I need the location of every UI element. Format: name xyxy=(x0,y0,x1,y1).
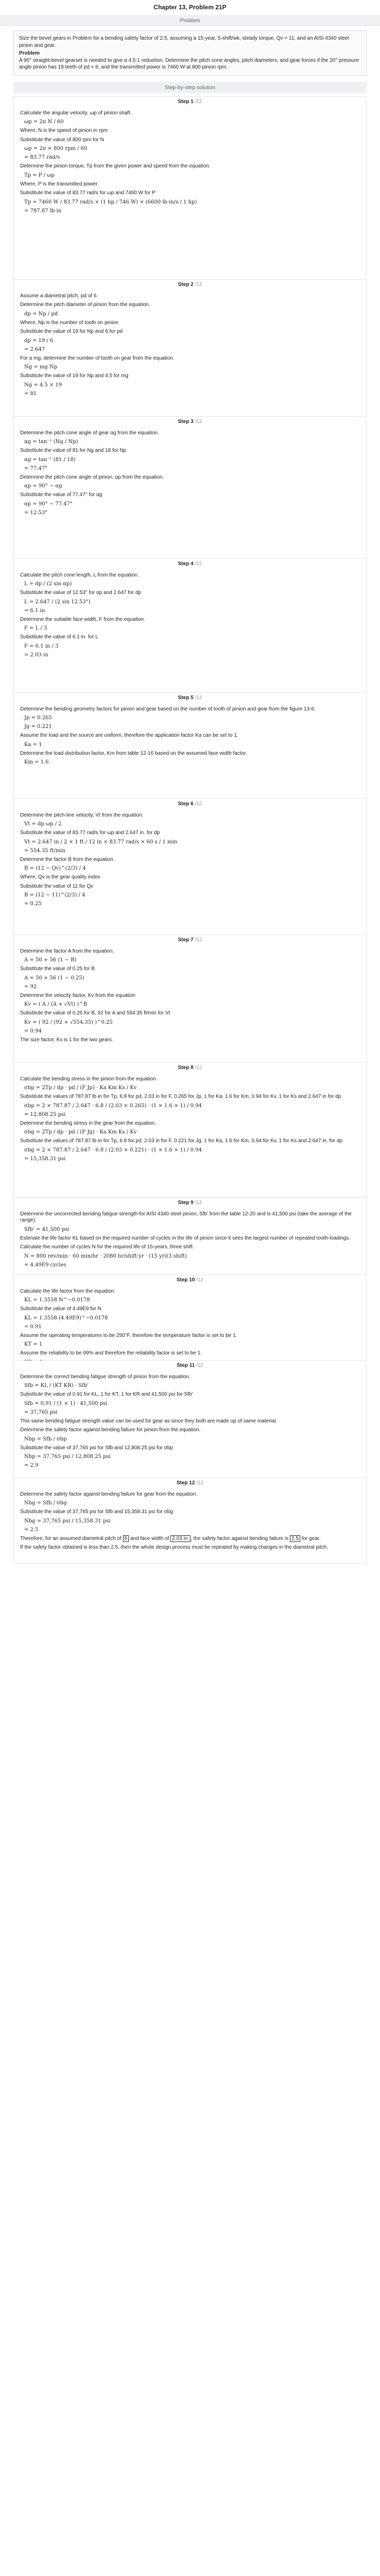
problem-label: Problem xyxy=(19,50,40,56)
step-card xyxy=(13,1275,367,1361)
step-total: /12 xyxy=(195,694,202,701)
equation: Vt = 2.647 in / 2 × 1 ft / 12 in × 83.77 rad/s × 60 s / 1 min xyxy=(24,839,178,845)
step-number: Step 7 xyxy=(178,937,194,943)
step-label xyxy=(14,282,366,287)
step-number: Step 3 xyxy=(178,418,194,425)
equation: ωp = 2π N / 60 xyxy=(24,119,64,125)
step-card xyxy=(13,799,367,935)
equation-result: = 12.53° xyxy=(24,510,48,516)
step-text: Substitute the value of 77.47° for αg xyxy=(20,492,102,498)
step-card xyxy=(13,1198,367,1275)
step-label xyxy=(14,1065,366,1071)
equation: σbg = 2 × 787.87 / 2.647 · 6.8 / (2.03 × 0.221) · (1 × 1.6 × 1) / 0.94 xyxy=(24,1147,202,1153)
step-text: Substitute the value of 19 for Np and 6 for pd xyxy=(20,329,123,334)
step-text: Substitute the value of 0.91 for KL, 1 for KT, 1 for KR and 41,500 psi for Sfb' xyxy=(20,1392,193,1397)
step-label xyxy=(14,419,366,425)
highlighted-value: 6 xyxy=(123,1535,129,1542)
problem-band: Problem xyxy=(0,15,380,26)
equation: F = 6.1 in / 3 xyxy=(24,643,59,649)
step-text: Substitute the values of 787.87 lb·in for Tp, 6.8 for pd, 2.03 in for F, 0.221 for Jg, 1 for Ka, 1.6 for Km, 0.94 for Kv, 1 for Ks and 2.647 in. for dp xyxy=(20,1138,343,1144)
step-text: Calculate the angular velocity, ωp of pinion shaft. xyxy=(20,110,132,116)
equation: dp = 19 / 6 xyxy=(24,337,54,344)
step-number: Step 6 xyxy=(178,801,194,807)
equation: αg = tan⁻¹ (Ng / Np) xyxy=(24,439,78,445)
step-text: Substitute the value of 81 for Ng and 18 for Np xyxy=(20,448,127,453)
step-text: Determine the load distribution factor, Km from table 12-16 based on the assumed face width factor. xyxy=(20,750,247,756)
equation-result: = 2.9 xyxy=(24,1463,39,1468)
conclusion-part: , the safety factor against bending failure is xyxy=(191,1535,289,1541)
equation: A = 50 + 56 (1 − B) xyxy=(24,957,77,963)
step-text: Substitute the value of 0.25 for B, 92 for A and 554.35 ft/min for Vt xyxy=(20,1010,170,1016)
equation: σbp = 2Tp / dp · pd / (F Jp) · Ka Km Ks / Kv xyxy=(24,1085,137,1091)
equation: Nbp = 37,765 psi / 12,808.25 psi xyxy=(24,1454,111,1460)
step-text: Determine the factor A from the equation. xyxy=(20,948,114,954)
equation: Kv = ( A / (A + √Vt) )^B xyxy=(24,1002,88,1007)
step-label xyxy=(14,1200,366,1206)
equation: Sfb = 0.91 / (1 × 1) · 41,500 psi xyxy=(24,1400,108,1406)
step-total: /12 xyxy=(195,1199,202,1206)
step-total: /12 xyxy=(195,98,202,105)
step-total: /12 xyxy=(195,801,202,807)
step-text: Calculate the number of cycles N for the required life of 15-years, three shift xyxy=(20,1244,193,1250)
step-text: Determine the safety factor against bending failure for pinion from the equation. xyxy=(20,1427,201,1433)
step-card xyxy=(13,1063,367,1198)
problem-text: Size the bevel gears in Problem for a bending safety factor of 2.5, assuming a 15-year, 5-shift/wk, steady torque, Qv = 11, and an AISI 4340 steel pinion and gear. xyxy=(19,36,349,48)
equation: B = (12 − 11)^(2/3) / 4 xyxy=(24,892,85,898)
step-text: Substitute the value of 11 for Qv xyxy=(20,883,94,889)
step-text: Determine the bending geometry factors for pinion and gear based on the number of tooth of pinion and gear from the figure 13-6. xyxy=(20,706,316,712)
step-text: Substitute the value of 800 rpm for N xyxy=(20,137,104,143)
step-text: Substitute the value of 83.77 rad/s for ωp and 7460 W for P xyxy=(20,190,156,196)
step-card xyxy=(13,935,367,1063)
equation: dp = Np / pd xyxy=(24,311,58,317)
conclusion-part: Therefore, for an assumed diametral pitch of xyxy=(20,1535,122,1541)
step-text: Substitute the value of 6.1 in. for L xyxy=(20,634,98,640)
step-text: Determine the pitch diameter of pinion from the equation. xyxy=(20,302,150,308)
step-text: Assume a diametral pitch, pd of 6. xyxy=(20,293,98,299)
equation: L = dp / (2 sin αp) xyxy=(24,581,72,587)
step-text: Determine the safety factor against bending failure for gear from the equation. xyxy=(20,1491,198,1497)
conclusion-part: for gear. xyxy=(301,1535,321,1541)
equation-result: = 2.5 xyxy=(24,1527,39,1533)
step-label xyxy=(14,99,366,105)
step-text: Determine the velocity factor, Kv from the equation xyxy=(20,992,135,998)
step-text: Assume the reliability to be 99% and therefore the reliability factor is set to be 1. xyxy=(20,1350,202,1356)
step-text: The size factor, Ks is 1 for the two gears. xyxy=(20,1037,113,1043)
step-label xyxy=(14,1363,366,1368)
equation: Km = 1.6 xyxy=(24,759,49,765)
equation: σbg = 2Tp / dp · pd / (F Jg) · Ka Km Ks / Kv xyxy=(24,1129,137,1135)
equation: KL = 1.3558 N^−0.0178 xyxy=(24,1297,90,1303)
step-text: Calculate the pitch cone length, L from the equation. xyxy=(20,572,139,578)
equation: Nbp = Sfb / σbp xyxy=(24,1436,67,1442)
step-number: Step 9 xyxy=(178,1199,194,1206)
step-number: Step 1 xyxy=(178,98,194,105)
step-text: Assume the load and the source are uniform, therefore the application factor Ka can be set to 1. xyxy=(20,733,238,738)
step-number: Step 2 xyxy=(178,281,194,287)
step-number: Step 5 xyxy=(178,694,194,701)
step-card xyxy=(13,417,367,559)
step-text: Substitute the values of 787.87 lb·in for Tp, 6.8 for pd, 2.03 in for F, 0.265 for Jp, 1 for Ka, 1.6 for Km, 0.94 for Kv, 1 for Ks and 2.647 in for dp xyxy=(20,1094,341,1099)
equation-result: = 92 xyxy=(24,984,37,990)
step-text: Substitute the value of 37,765 psi for Sfb and 15,358.31 psi for σbg xyxy=(20,1509,173,1515)
step-total: /12 xyxy=(196,1362,203,1368)
step-text: Substitute the value of 37,765 psi for Sfb and 12,808.25 psi for σbp xyxy=(20,1445,173,1451)
step-number: Step 11 xyxy=(177,1362,195,1368)
step-text: This same bending fatigue strength value can be used for gear as since they both are made up of same material. xyxy=(20,1418,278,1424)
equation: αp = 90° − 77.47° xyxy=(24,501,73,507)
step-text: Determine the suitable face width, F from the equation. xyxy=(20,616,145,622)
step-card xyxy=(13,96,367,280)
step-label xyxy=(14,801,366,807)
step-text: Assume the operating temperatures to be 250°F, therefore the temperature factor is set to be 1. xyxy=(20,1332,237,1338)
equation-result: = 37,765 psi xyxy=(24,1409,58,1415)
step-text: Calculate the life factor from the equation. xyxy=(20,1288,116,1294)
equation-result: = 81 xyxy=(24,391,37,397)
step-text: Estimate the life factor KL based on the required number of cycles in the life of pinion since it sees the largest number of repeated tooth-loadings. xyxy=(20,1235,351,1241)
problem-text-2: A 90° straight-bevel gearset is needed to give a 4.5:1 reduction. Determine the pitch cone angles, pitch diameters, and gear forces if the 20° pressure angle pinion has 19 teeth of pd = 6, and the transmitted power is 7460 W at 800 pinion rpm. xyxy=(19,57,359,70)
step-total: /12 xyxy=(195,937,202,943)
step-card xyxy=(13,559,367,693)
step-total: /12 xyxy=(195,418,202,425)
step-text: Determine the pitch cone angle of gear αg from the equation. xyxy=(20,430,159,436)
equation: KT = 1 xyxy=(24,1342,43,1347)
step-total: /12 xyxy=(195,281,202,287)
equation: αp = 90° − αg xyxy=(24,483,62,489)
step-total: /12 xyxy=(196,1480,204,1486)
equation: Ka = 1 xyxy=(24,741,42,748)
step-text: For a mg, determine the number of tooth on gear from the equation. xyxy=(20,355,175,361)
step-label xyxy=(14,561,366,567)
equation-result: = 0.91 xyxy=(24,1324,42,1330)
equation: Tp = P / ωp xyxy=(24,172,55,178)
solution-band: Step-by-step solution xyxy=(13,82,367,93)
step-label xyxy=(14,937,366,943)
equation: ωp = 2π × 800 rpm / 60 xyxy=(24,146,88,151)
equation-result: = 15,358.31 psi xyxy=(24,1156,66,1162)
step-number: Step 4 xyxy=(178,561,194,567)
step-total: /12 xyxy=(195,1064,202,1071)
equation: Kv = ( 92 / (92 + √554.35) )^0.25 xyxy=(24,1019,113,1025)
equation: Nbg = 37,765 psi / 15,358.31 psi xyxy=(24,1518,111,1524)
step-text: Determine the bending stress in the gear from the equation. xyxy=(20,1120,157,1126)
step-label xyxy=(14,695,366,701)
step-text: Substitute the value of 0.25 for B xyxy=(20,966,95,972)
equation: N = 800 rev/min · 60 min/hr · 2080 hr/shift·yr · (15 yr)(3 shift) xyxy=(24,1253,187,1259)
step-card xyxy=(13,1361,367,1478)
highlighted-value: 2.5 xyxy=(290,1535,300,1542)
step-text: Where, P is the transmitted power. xyxy=(20,181,99,187)
step-label xyxy=(14,1480,366,1486)
step-text: Where, N is the speed of pinion in rpm xyxy=(20,128,108,133)
step-card xyxy=(13,1478,367,1564)
step-card xyxy=(13,693,367,799)
equation-result: = 787.87 lb·in xyxy=(24,208,62,214)
highlighted-value: 2.03 in. xyxy=(170,1535,191,1542)
equation: Sfb = KL / (KT KR) · Sfb' xyxy=(24,1383,89,1388)
equation: αg = tan⁻¹ (81 / 18) xyxy=(24,456,76,463)
equation-result: = 77.47° xyxy=(24,465,48,471)
equation: B = (12 − Qv)^(2/3) / 4 xyxy=(24,866,86,871)
step-number: Step 8 xyxy=(178,1064,194,1071)
equation: F = L / 3 xyxy=(24,625,47,631)
equation: A = 50 + 56 (1 − 0.25) xyxy=(24,975,84,981)
step-label xyxy=(14,1277,366,1283)
equation: Jg = 0.221 xyxy=(24,724,52,730)
equation: Nbg = Sfb / σbg xyxy=(24,1500,67,1506)
equation-result: = 6.1 in xyxy=(24,607,45,614)
step-text: Determine the uncorrected bending fatigue strength for AISI 4340 steel pinion, Sfb' from the table 12-20 and is 41,500 psi (take the average of the range). xyxy=(20,1211,352,1223)
equation-result: = 0.94 xyxy=(24,1028,42,1034)
step-text: Substitute the value of 19 for Np and 4.5 for mg xyxy=(20,373,129,379)
equation-result: = 12,808.25 psi xyxy=(24,1111,66,1117)
equation-result: = 4.49E9 cycles xyxy=(24,1262,66,1268)
equation-result: = 0.25 xyxy=(24,901,42,907)
equation: Ng = 4.5 × 19 xyxy=(24,382,62,388)
step-text: Substitute the value of 4.49E9 for N xyxy=(20,1306,101,1312)
step-total: /12 xyxy=(195,561,202,567)
conclusion-text xyxy=(20,1536,360,1543)
equation: Vt = dp ωp / 2 xyxy=(24,821,62,827)
conclusion-part: and face width of xyxy=(130,1535,169,1541)
step-text: Where, Qv is the gear quality index xyxy=(20,874,100,880)
equation-result: = 2.03 in xyxy=(24,652,48,658)
step-text: Substitute the value of 83.77 rad/s for ωp and 2.647 in. for dp xyxy=(20,830,160,836)
step-total: /12 xyxy=(196,1277,204,1283)
equation: σbp = 2 × 787.87 / 2.647 · 6.8 / (2.03 × 0.265) · (1 × 1.6 × 1) / 0.94 xyxy=(24,1103,202,1109)
equation: Jp = 0.265 xyxy=(24,715,52,721)
equation: KL = 1.3558 (4.49E9)^−0.0178 xyxy=(24,1315,108,1321)
equation-result: = 83.77 rad/s xyxy=(24,155,60,160)
equation: Sfb' = 41,500 psi xyxy=(24,1226,70,1232)
step-card xyxy=(13,280,367,417)
step-text: Determine the factor B from the equation. xyxy=(20,856,115,862)
step-number: Step 12 xyxy=(176,1480,195,1486)
step-text: Determine the pitch-line velocity, Vt from the equation. xyxy=(20,812,144,818)
page-title: Chapter 13, Problem 21P xyxy=(153,4,227,11)
step-number: Step 10 xyxy=(176,1277,195,1283)
equation: L = 2.647 / (2 sin 12.53°) xyxy=(24,599,91,605)
step-text: Determine the correct bending fatigue strength of pinion from the equation. xyxy=(20,1374,191,1380)
equation: Tp = 7460 W / 83.77 rad/s × (1 hp / 746 W) × (6600 lb·in/s / 1 hp) xyxy=(24,199,197,205)
step-text: If the safety factor obtained is less than 2.5, then the whole design process must be repeated by making changes in the diametral pitch. xyxy=(20,1545,329,1550)
step-text: Determine the pitch cone angle of pinion, αp from the equation. xyxy=(20,474,164,480)
step-text: Where, Np is the number of tooth on pinion xyxy=(20,319,118,326)
problem-statement xyxy=(13,30,367,76)
equation: Ng = mg Np xyxy=(24,364,58,370)
step-text: Calculate the bending stress in the pinion from the equation. xyxy=(20,1076,158,1082)
step-text: Determine the pinion torque, Tp from the given power and speed from the equation. xyxy=(20,163,211,169)
step-text: Substitute the value of 12.53° for αp and 2.647 for dp xyxy=(20,590,141,596)
equation-result: = 2.647 xyxy=(24,346,45,352)
equation-result: = 554.35 ft/min xyxy=(24,848,65,854)
